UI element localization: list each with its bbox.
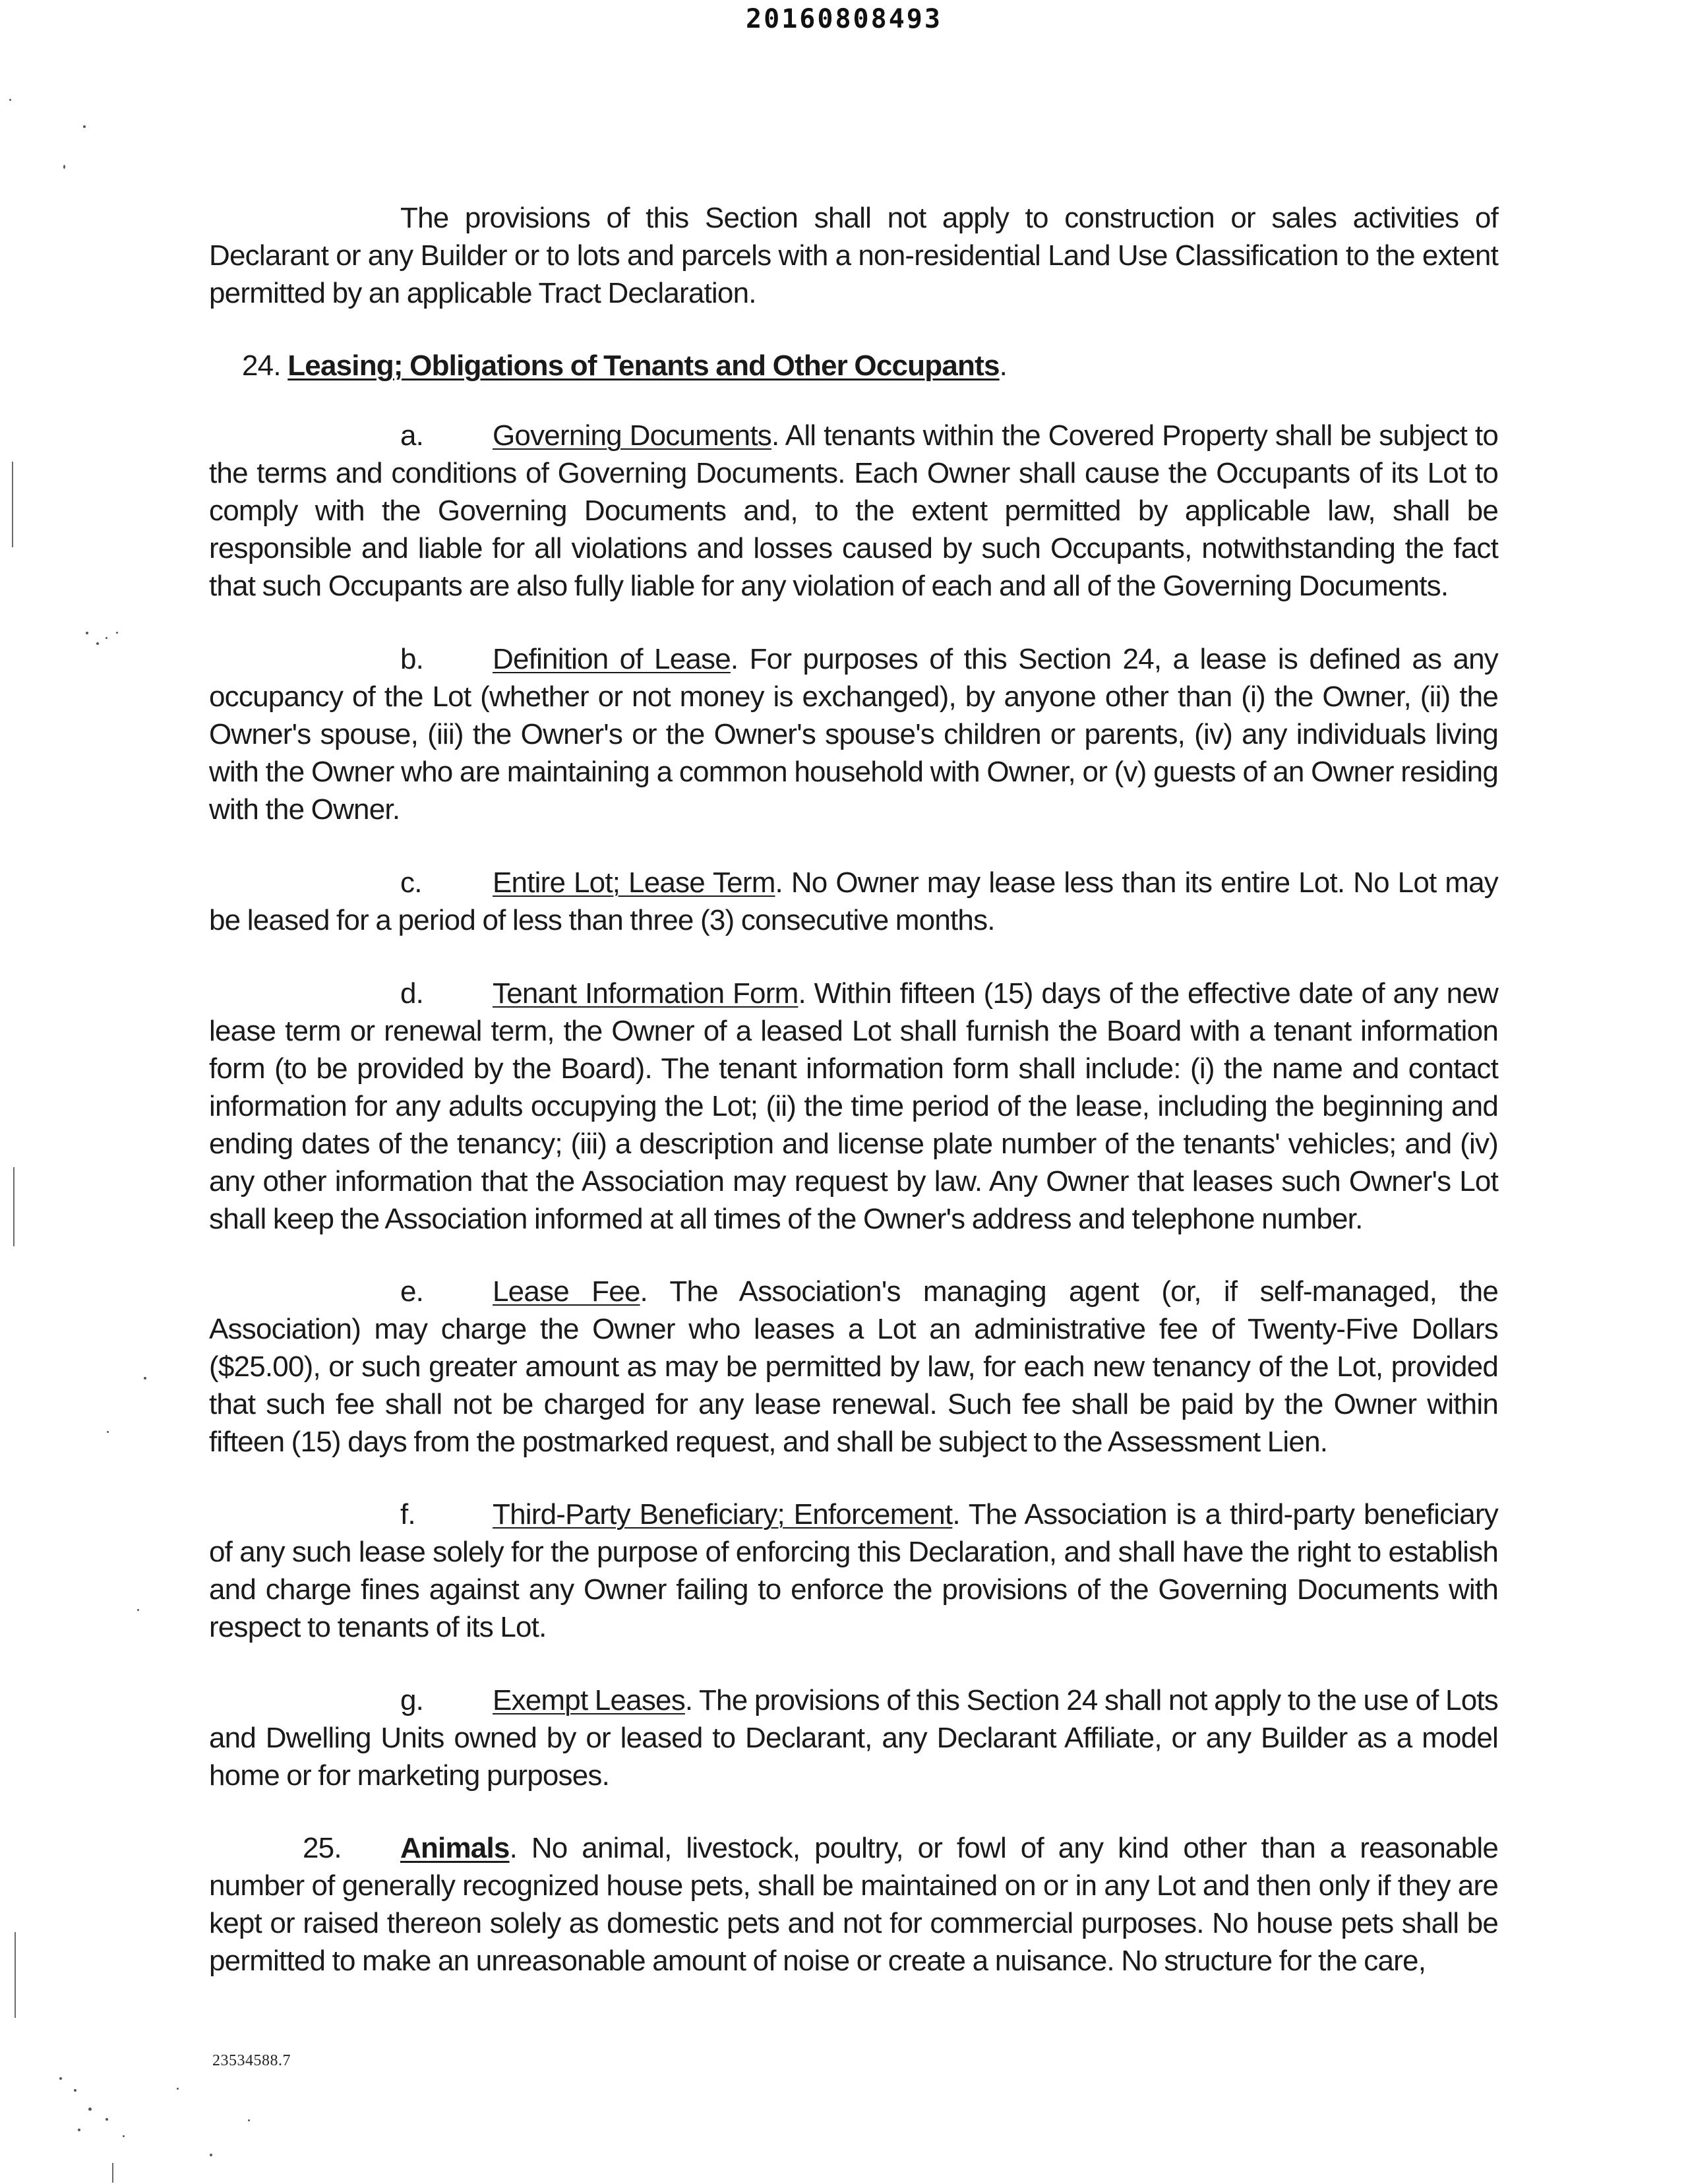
subsection-letter: b. [400,643,424,675]
scan-mark [12,462,13,547]
subsection-text: All tenants within the Covered Property shall be subject to the terms and conditions of Governing Documents. Each Owner shall cause the Occupants of its Lot to comply with the Governing Documents and, to the extent permitted by applicable law, shall be responsible and liable for all violations and losses caused by such Occupants, notwithstanding the fact that such Occupants are also fully liable for any violation of each and all of the Governing Documents. [209,419,1499,602]
scan-speck [106,637,107,639]
scan-speck [123,2135,125,2137]
scan-speck [96,642,99,645]
scan-speck [88,2108,92,2111]
section-24-heading: 24. Leasing; Obligations of Tenants and Other Occupants. [242,349,1008,382]
subsection-letter: c. [400,866,422,899]
section-number: 25. [303,1832,342,1864]
scan-speck [59,2077,62,2080]
subsection-heading: Third-Party Beneficiary; Enforcement [493,1498,953,1531]
subsection-letter: a. [400,419,424,452]
subsection-heading: Definition of Lease [493,643,731,675]
section-text: No animal, livestock, poultry, or fowl of any kind other than a reasonable number of generally recognized house pets, shall be maintained on or in any Lot and then only if they are kept or raised thereon solely as domestic pets and not for commercial purposes. No house pets shall be permitted to make an unreasonable amount of noise or create a nuisance. No structure for the care, [209,1832,1498,1977]
subsection-24c: c. Entire Lot; Lease Term. No Owner may lease less than its entire Lot. No Lot may be leased for a period of less than three (3) consecutive months. [209,864,1498,939]
subsection-heading: Entire Lot; Lease Term [493,866,775,899]
scan-speck [83,125,86,128]
section-25: 25. Animals. No animal, livestock, poultry, or fowl of any kind other than a reasonable number of generally recognized house pets, shall be maintained on or in any Lot and then only if they are kept or raised thereon solely as domestic pets and not for commercial purposes. No house pets shall be permitted to make an unreasonable amount of noise or create a nuisance. No structure for the care, [209,1829,1498,1980]
document-id: 23534588.7 [212,2052,291,2069]
scan-speck [210,2154,212,2156]
subsection-letter: e. [400,1275,424,1308]
subsection-text: The Association's managing agent (or, if self-managed, the Association) may charge the Owner who leases a Lot an administrative fee of Twenty-Five Dollars ($25.00), or such greater amount as may be permitted by law, for each new tenancy of the Lot, provided that such fee shall not be charged for any lease renewal. Such fee shall be paid by the Owner within fifteen (15) days from the postmarked request, and shall be subject to the Assessment Lien. [209,1275,1498,1458]
subsection-letter: g. [400,1684,424,1716]
subsection-letter: d. [400,977,424,1010]
subsection-text: For purposes of this Section 24, a lease is defined as any occupancy of the Lot (whether or not money is exchanged), by anyone other than (i) the Owner, (ii) the Owner's spouse, (iii) the Owner's or the Owner's spouse's children or parents, (iv) any individuals living with the Owner who are maintaining a common household with Owner, or (v) guests of an Owner residing with the Owner. [209,643,1498,826]
scan-speck [107,1431,109,1433]
scan-speck [116,632,118,634]
scan-speck [106,2118,108,2121]
subsection-24a: a. Governing Documents. All tenants within the Covered Property shall be subject to the terms and conditions of Governing Documents. Each Owner shall cause the Occupants of its Lot to comply with the Governing Documents and, to the extent permitted by applicable law, shall be responsible and liable for all violations and losses caused by such Occupants, notwithstanding the fact that such Occupants are also fully liable for any violation of each and all of the Governing Documents. [209,417,1498,605]
subsection-heading: Exempt Leases [493,1684,685,1716]
subsection-text: No Owner may lease less than its entire Lot. No Lot may be leased for a period of less than three (3) consecutive months. [209,866,1498,936]
scan-speck [248,2119,250,2121]
section-number: 24. [242,349,281,382]
intro-text: The provisions of this Section shall not apply to construction or sales activities of Declarant or any Builder or to lots and parcels with a non-residential Land Use Classification to the extent permitted by an applicable Tract Declaration. [209,202,1498,309]
scan-speck [177,2088,179,2090]
scan-speck [86,632,88,634]
subsection-24e: e. Lease Fee. The Association's managing agent (or, if self-managed, the Association) may charge the Owner who leases a Lot an administrative fee of Twenty-Five Dollars ($25.00), or such greater amount as may be permitted by law, for each new tenancy of the Lot, provided that such fee shall not be charged for any lease renewal. Such fee shall be paid by the Owner within fifteen (15) days from the postmarked request, and shall be subject to the Assessment Lien. [209,1273,1498,1461]
subsection-heading: Governing Documents [493,419,771,452]
scan-mark [15,1932,16,2018]
subsection-text: The Association is a third-party beneficiary of any such lease solely for the purpose of enforcing this Declaration, and shall have the right to establish and charge fines against any Owner failing to enforce the provisions of the Governing Documents with respect to tenants of its Lot. [209,1498,1498,1643]
section-title: Leasing; Obligations of Tenants and Other Occupants [287,349,1000,382]
scan-speck [78,2129,80,2131]
scan-speck [74,2089,76,2092]
scan-speck [63,165,65,169]
scan-speck [144,1377,146,1380]
scan-mark [13,1167,15,1246]
subsection-24d: d. Tenant Information Form. Within fifteen (15) days of the effective date of any new lease term or renewal term, the Owner of a leased Lot shall furnish the Board with a tenant information form (to be provided by the Board). The tenant information form shall include: (i) the name and contact information for any adults occupying the Lot; (ii) the time period of the lease, including the beginning and ending dates of the tenancy; (iii) a description and license plate number of the tenants' vehicles; and (iv) any other information that the Association may request by law. Any Owner that leases such Owner's Lot shall keep the Association informed at all times of the Owner's address and telephone number. [209,975,1498,1238]
subsection-24g: g. Exempt Leases. The provisions of this Section 24 shall not apply to the use of Lots and Dwelling Units owned by or leased to Declarant, any Declarant Affiliate, or any Builder as a model home or for marketing purposes. [209,1682,1498,1794]
subsection-letter: f. [400,1498,415,1531]
scan-speck [9,99,11,101]
intro-paragraph [209,199,1498,312]
scan-speck [137,1609,139,1611]
section-title: Animals [400,1832,510,1864]
subsection-24b: b. Definition of Lease. For purposes of this Section 24, a lease is defined as any occupancy of the Lot (whether or not money is exchanged), by anyone other than (i) the Owner, (ii) the Owner's spouse, (iii) the Owner's or the Owner's spouse's children or parents, (iv) any individuals living with the Owner who are maintaining a common household with Owner, or (v) guests of an Owner residing with the Owner. [209,640,1498,828]
scan-mark [112,2163,113,2183]
subsection-heading: Tenant Information Form [493,977,799,1010]
subsection-24f: f. Third-Party Beneficiary; Enforcement. The Association is a third-party beneficiary of any such lease solely for the purpose of enforcing this Declaration, and shall have the right to establish and charge fines against any Owner failing to enforce the provisions of the Governing Documents with respect to tenants of its Lot. [209,1496,1498,1646]
subsection-text: Within fifteen (15) days of the effective date of any new lease term or renewal term, the Owner of a leased Lot shall furnish the Board with a tenant information form (to be provided by the Board). The tenant information form shall include: (i) the name and contact information for any adults occupying the Lot; (ii) the time period of the lease, including the beginning and ending dates of the tenancy; (iii) a description and license plate number of the tenants' vehicles; and (iv) any other information that the Association may request by law. Any Owner that leases such Owner's Lot shall keep the Association informed at all times of the Owner's address and telephone number. [209,977,1498,1235]
subsection-text: The provisions of this Section 24 shall not apply to the use of Lots and Dwelling Units owned by or leased to Declarant, any Declarant Affiliate, or any Builder as a model home or for marketing purposes. [209,1684,1498,1792]
recording-number: 20160808493 [746,4,942,34]
subsection-heading: Lease Fee [493,1275,640,1308]
